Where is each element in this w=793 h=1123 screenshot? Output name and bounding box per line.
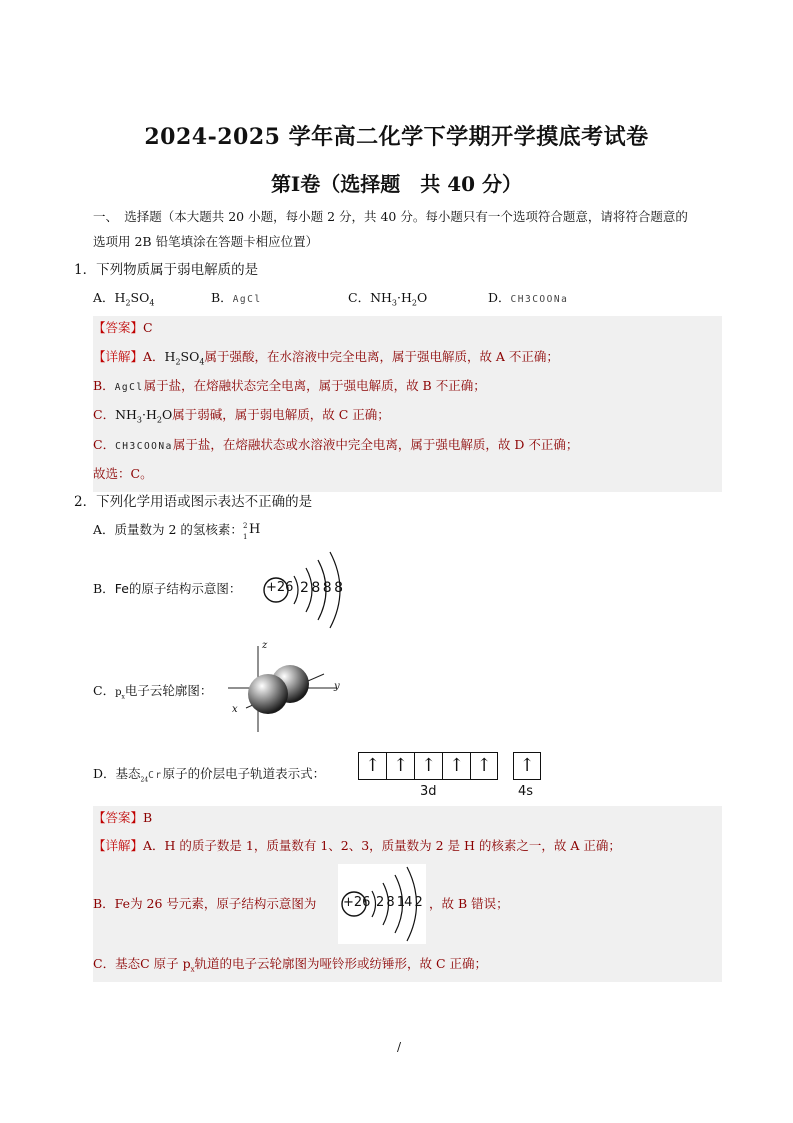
q1-option-b: B．AgCl <box>211 290 262 305</box>
axis-x-label: x <box>232 704 238 715</box>
p-orbital-diagram <box>228 642 346 734</box>
q2-answer: 【答案】B <box>93 810 153 825</box>
hydrogen-nuclide: 2 1 H <box>242 522 261 541</box>
orbital-box: ↑ <box>358 752 386 780</box>
shell-arc-1 <box>294 576 298 604</box>
orbital-box: ↑ <box>414 752 442 780</box>
shell-arc-1 <box>372 891 376 917</box>
section-subtitle: 第Ⅰ卷（选择题 共 40 分） <box>270 172 523 196</box>
label-3d: 3d <box>420 784 437 799</box>
q1-conclusion: 故选：C。 <box>93 466 153 481</box>
axis-y-label: y <box>334 681 340 692</box>
fe-nucleus-label: +26 <box>266 580 294 595</box>
orbital-lobe-front <box>248 674 288 714</box>
orbital-box: ↑ <box>386 752 414 780</box>
q2-option-b: B．Fe的原子结构示意图： <box>93 581 242 596</box>
q1-detail-c: C．$NH_3\cdot H_2O$属于弱碱，属于弱电解质，故 C 正确； <box>93 407 390 425</box>
q2-detail-c: C．基态C 原子 $p_x$轨道的电子云轮廓图为哑铃形或纺锤形，故 C 正确； <box>93 956 488 974</box>
instructions-line-2: 选项用 2B 铅笔填涂在答题卡相应位置） <box>93 234 319 249</box>
q2-detail-a: 【详解】A．H 的质子数是 1，质量数有 1、2、3，质量数为 2 是 H 的核素之一，故 A 正确； <box>93 838 621 853</box>
q1-detail-d: C．CH3COONa属于盐，在熔融状态或水溶液中完全电离，属于强电解质，故 D 不正确； <box>93 437 579 452</box>
label-4s: 4s <box>518 784 534 799</box>
fe-correct-shell-numbers: 2 8 14 2 <box>376 895 422 910</box>
q2-option-a: A．质量数为 2 的氢核素： 2 1 H <box>93 522 263 538</box>
orbital-box: ↑ <box>442 752 470 780</box>
orbital-4s-box <box>513 752 541 780</box>
orbital-box: ↑ <box>470 752 498 780</box>
q1-option-d: D．CH3COONa <box>488 290 569 305</box>
q1-answer: 【答案】C <box>93 320 153 335</box>
question-2-stem: 2．下列化学用语或图示表达不正确的是 <box>74 494 313 510</box>
orbital-box: ↑ <box>513 752 541 780</box>
q1-answer-block <box>93 316 722 492</box>
axis-z-label: z <box>262 640 268 651</box>
q2-detail-b-suffix: ，故 B 错误； <box>429 896 509 911</box>
q1-detail-b: B．AgCl属于盐，在熔融状态完全电离，属于强电解质，故 B 不正确； <box>93 378 486 393</box>
q1-option-a: A．$H_2SO_4$ <box>93 290 155 308</box>
q2-option-d: D．基态$_{24}$Cr原子的价层电子轨道表示式： <box>93 766 326 784</box>
q2-detail-b-prefix: B．Fe为 26 号元素，原子结构示意图为 <box>93 896 317 911</box>
instructions-line-1: 一、 选择题（本大题共 20 小题，每小题 2 分，共 40 分。每小题只有一个选项符合题意，请将符合题意的 <box>93 209 688 224</box>
fe-correct-nucleus-label: +26 <box>343 895 371 910</box>
question-1-stem: 1．下列物质属于弱电解质的是 <box>74 262 259 278</box>
orbital-3d-boxes <box>358 752 498 780</box>
page-footer-mark: / <box>397 1040 402 1054</box>
page-title: 2024-2025 学年高二化学下学期开学摸底考试卷 <box>144 124 649 150</box>
q2-option-c: C．$p_x$电子云轮廓图： <box>93 683 213 701</box>
q1-option-c: C．$NH_3\cdot H_2O$ <box>348 290 428 308</box>
fe-shell-numbers: 2 8 8 8 <box>300 580 342 596</box>
q1-detail-a: 【详解】A．$H_2SO_4$属于强酸，在水溶液中完全电离，属于强电解质，故 A 不正确； <box>93 349 559 367</box>
